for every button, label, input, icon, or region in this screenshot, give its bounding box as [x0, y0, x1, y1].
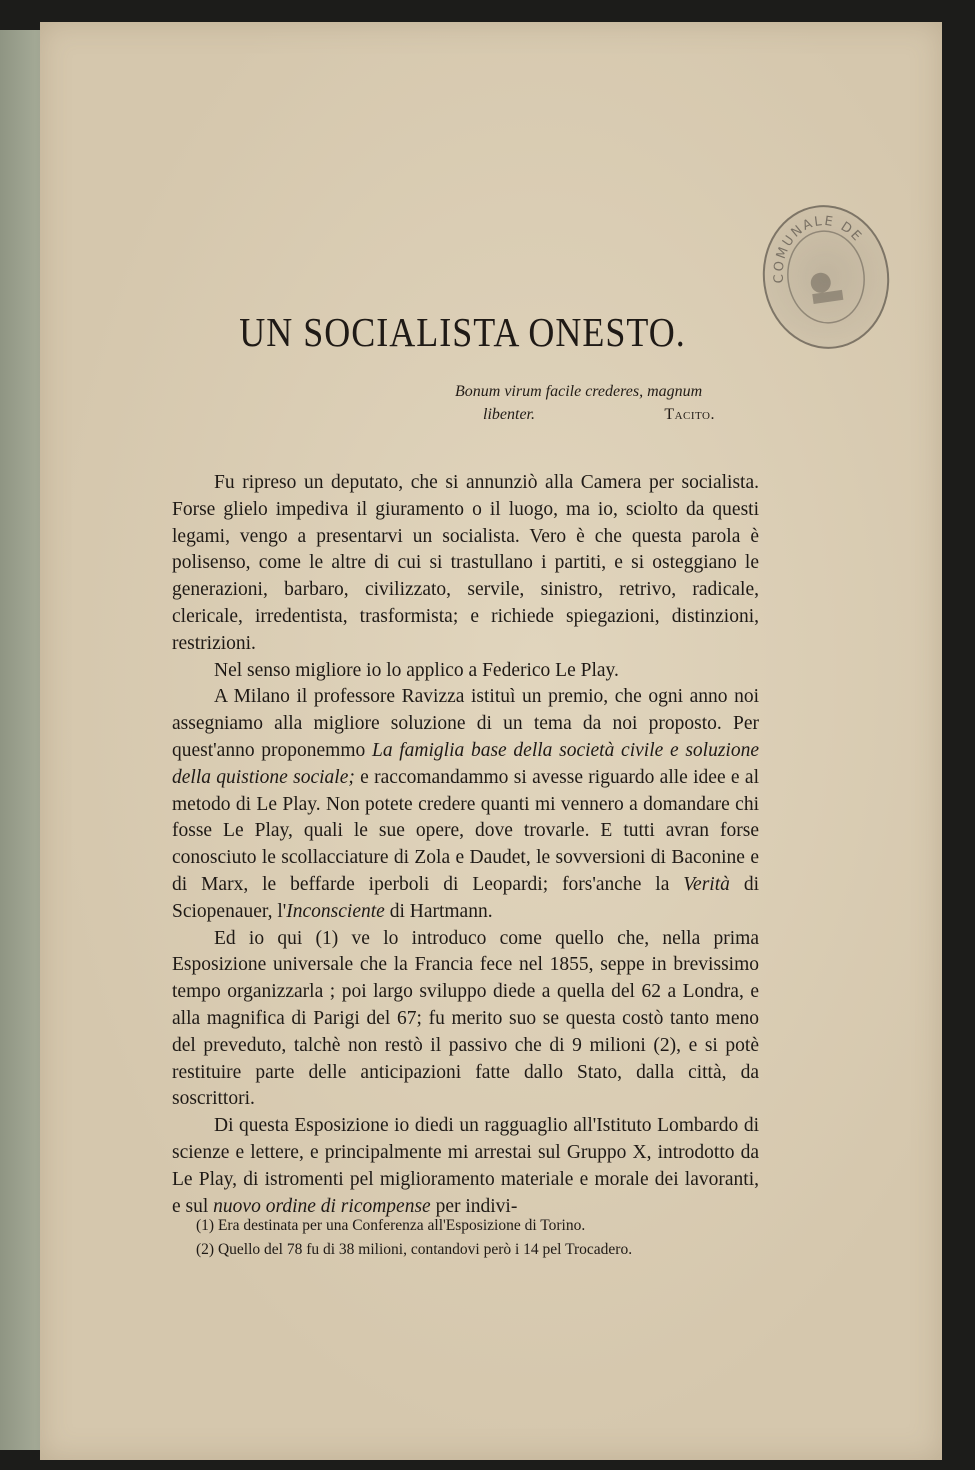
paragraph-4: Ed io qui (1) ve lo introduco come quello che, nella prima Esposizione universale che la Francia fece nel 1855, seppe in brevissimo tempo organizzarla ; poi largo sviluppo diede a quella del 62 a Londra, e alla magnifica di Parigi del 67; fu merito suo se questa costò tanto meno del preveduto, talchè non restò il passivo che di 9 milioni (2), e si potè restituire parte delle anticipazioni fatte dallo Stato, dalla città, da soscrittori.	[172, 927, 759, 1110]
paragraph-3: A Milano il professore Ravizza istituì un premio, che ogni anno noi assegniamo alla migliore soluzione di un tema da noi proposto. Per quest'anno proponemmo La famiglia base della società civile e soluzione della quistione sociale; e raccomandammo si avesse riguardo alle idee e al metodo di Le Play. Non potete credere quanti mi vennero a domandare chi fosse Le Play, quali le sue opere, dove trovarle. E tutti avran forse conosciuto le scollacciature di Zola e Daudet, le sovversioni di Baconine e di Marx, le beffarde iperboli di Leopardi; fors'anche la Verità di Sciopenauer, l'Inconsciente di Hartmann.	[172, 686, 759, 922]
footnotes	[172, 1214, 759, 1262]
epigraph-author: Tacito.	[664, 406, 715, 423]
body-text	[172, 470, 759, 1220]
footnote-2: (2) Quello del 78 fu di 38 milioni, contandovi però i 14 pel Trocadero.	[196, 1241, 633, 1258]
paragraph-1: Fu ripreso un deputato, che si annunziò alla Camera per socialista. Forse glielo impediva il giuramento o il luogo, ma io, sciolto da questi legami, vengo a presentarvi un socialista. Vero è che questa parola è polisenso, come le altre di cui si trastullano i partiti, e si osteggiano le generazioni, barbaro, civilizzato, servile, sinistro, retrivo, radicale, clericale, irredentista, trasformista; e richiede spiegazioni, distinzioni, restrizioni.	[172, 472, 759, 654]
epigraph-line-2: libenter.	[483, 406, 535, 423]
page-title: UN SOCIALISTA ONESTO.	[239, 309, 686, 356]
library-stamp	[754, 197, 899, 357]
footnote-1: (1) Era destinata per una Conferenza all'Esposizione di Torino.	[196, 1217, 586, 1234]
epigraph	[455, 380, 775, 426]
paragraph-2: Nel senso migliore io lo applico a Federico Le Play.	[214, 659, 619, 681]
epigraph-line-1: Bonum virum facile crederes, magnum	[455, 383, 703, 400]
paragraph-5: Di questa Esposizione io diedi un ragguaglio all'Istituto Lombardo di scienze e lettere, e principalmente mi arrestai sul Gruppo X, introdotto da Le Play, di istromenti pel miglioramento materiale e morale dei lavoranti, e sul nuovo ordine di ricompense per indivi-	[172, 1115, 759, 1217]
stamp-text: COMUNALE DE	[771, 213, 866, 284]
